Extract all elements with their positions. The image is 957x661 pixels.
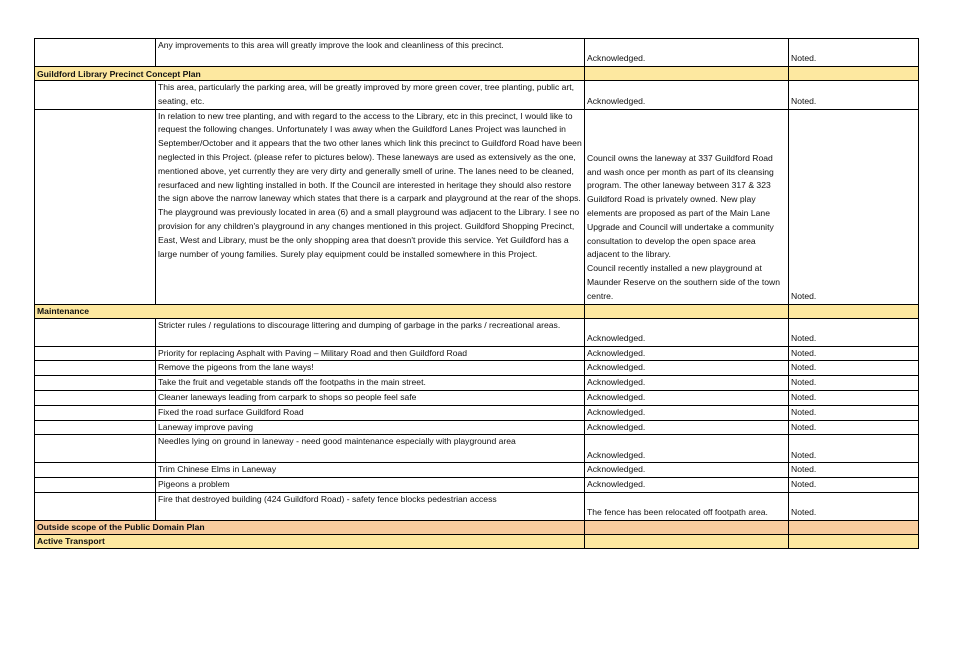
- section-title: Outside scope of the Public Domain Plan: [35, 520, 585, 534]
- comment-cell: Cleaner laneways leading from carpark to shops so people feel safe: [156, 390, 585, 405]
- table-row: [35, 361, 919, 376]
- comment-cell: In relation to new tree planting, and with regard to the access to the Library, etc in this precinct, I would like to request the following changes. Unfortunately I was away when the Guildford Lanes Project was launched in September/October and it appears that the two other lanes which link this precinct to Guildford Road have been neglected in this Project. (please refer to pictures below). These laneways are used as extensively as the one, mentioned above, yet currently they are very dirty and generally smell of urine. The lanes need to be cleaned, resurfaced and new lighting installed in both. If the Council are interested in heritage they should also restore the sign above the narrow laneway which states that there is a carpark and playground at the rear of the shops. The playground was previously located in area (6) and a small playground was adjacent to the Library. I see no provision for any children's playground in any changes mentioned in this project. Guildford Shopping Precinct, East, West and Library, must be the only shopping area that doesn't provide this service. Yet Guildford has a large number of young families. Surely play equipment could be installed somewhere in this Project.: [156, 109, 585, 304]
- status-cell: Noted.: [789, 376, 919, 391]
- response-cell: Acknowledged.: [585, 376, 789, 391]
- comment-cell: Fire that destroyed building (424 Guildford Road) - safety fence blocks pedestrian access: [156, 492, 585, 520]
- section-title: Guildford Library Precinct Concept Plan: [35, 67, 585, 81]
- comment-cell: Remove the pigeons from the lane ways!: [156, 361, 585, 376]
- status-cell: Noted.: [789, 39, 919, 67]
- blank-cell: [35, 463, 156, 478]
- blank-cell: [35, 361, 156, 376]
- consultation-response-table: [34, 38, 919, 549]
- blank-cell: [35, 109, 156, 304]
- table-row: [35, 478, 919, 493]
- table-row: [35, 39, 919, 67]
- section-response-cell: [585, 304, 789, 318]
- blank-cell: [35, 346, 156, 361]
- blank-cell: [35, 435, 156, 463]
- table-row: [35, 463, 919, 478]
- section-status-cell: [789, 304, 919, 318]
- section-header-row: [35, 304, 919, 318]
- status-cell: Noted.: [789, 478, 919, 493]
- comment-cell: Trim Chinese Elms in Laneway: [156, 463, 585, 478]
- blank-cell: [35, 39, 156, 67]
- response-cell: Acknowledged.: [585, 39, 789, 67]
- status-cell: Noted.: [789, 463, 919, 478]
- response-cell: Acknowledged.: [585, 390, 789, 405]
- status-cell: Noted.: [789, 420, 919, 435]
- section-status-cell: [789, 534, 919, 548]
- table-row: [35, 318, 919, 346]
- response-cell: Acknowledged.: [585, 346, 789, 361]
- response-cell: Acknowledged.: [585, 318, 789, 346]
- response-cell: Acknowledged.: [585, 420, 789, 435]
- comment-cell: Needles lying on ground in laneway - need good maintenance especially with playground area: [156, 435, 585, 463]
- status-cell: Noted.: [789, 492, 919, 520]
- blank-cell: [35, 478, 156, 493]
- comment-cell: Stricter rules / regulations to discourage littering and dumping of garbage in the parks / recreational areas.: [156, 318, 585, 346]
- table-row: [35, 435, 919, 463]
- response-cell: Acknowledged.: [585, 361, 789, 376]
- table-row: [35, 420, 919, 435]
- blank-cell: [35, 405, 156, 420]
- blank-cell: [35, 81, 156, 110]
- section-header-row: [35, 534, 919, 548]
- table-row: [35, 390, 919, 405]
- response-cell: Acknowledged.: [585, 435, 789, 463]
- table-row: [35, 376, 919, 391]
- comment-cell: Laneway improve paving: [156, 420, 585, 435]
- section-header-row: [35, 67, 919, 81]
- section-title: Active Transport: [35, 534, 585, 548]
- comment-cell: Any improvements to this area will greatly improve the look and cleanliness of this precinct.: [156, 39, 585, 67]
- response-cell: Acknowledged.: [585, 405, 789, 420]
- status-cell: Noted.: [789, 81, 919, 110]
- table-row: [35, 492, 919, 520]
- section-response-cell: [585, 67, 789, 81]
- comment-cell: Fixed the road surface Guildford Road: [156, 405, 585, 420]
- response-cell: Acknowledged.: [585, 81, 789, 110]
- table-row: [35, 109, 919, 304]
- status-cell: Noted.: [789, 435, 919, 463]
- section-header-row: [35, 520, 919, 534]
- comment-cell: This area, particularly the parking area, will be greatly improved by more green cover, tree planting, public art, seating, etc.: [156, 81, 585, 110]
- section-response-cell: [585, 534, 789, 548]
- status-cell: Noted.: [789, 390, 919, 405]
- status-cell: Noted.: [789, 405, 919, 420]
- section-status-cell: [789, 520, 919, 534]
- response-cell: Acknowledged.: [585, 478, 789, 493]
- blank-cell: [35, 492, 156, 520]
- blank-cell: [35, 318, 156, 346]
- section-status-cell: [789, 67, 919, 81]
- comment-cell: Priority for replacing Asphalt with Paving – Military Road and then Guildford Road: [156, 346, 585, 361]
- comment-cell: Take the fruit and vegetable stands off the footpaths in the main street.: [156, 376, 585, 391]
- table-row: [35, 346, 919, 361]
- response-cell: Acknowledged.: [585, 463, 789, 478]
- comment-cell: Pigeons a problem: [156, 478, 585, 493]
- section-response-cell: [585, 520, 789, 534]
- status-cell: Noted.: [789, 361, 919, 376]
- response-cell: Council owns the laneway at 337 Guildford Road and wash once per month as part of its cleansing program. The other laneway between 317 & 323 Guildford Road is privately owned. New play elements are proposed as part of the Main Lane Upgrade and Council will undertake a community consultation to develop the open space area adjacent to the library. Council recently installed a new playground at Maunder Reserve on the southern side of the town centre.: [585, 109, 789, 304]
- section-title: Maintenance: [35, 304, 585, 318]
- blank-cell: [35, 376, 156, 391]
- blank-cell: [35, 420, 156, 435]
- table-row: [35, 405, 919, 420]
- blank-cell: [35, 390, 156, 405]
- status-cell: Noted.: [789, 109, 919, 304]
- status-cell: Noted.: [789, 346, 919, 361]
- table-row: [35, 81, 919, 110]
- status-cell: Noted.: [789, 318, 919, 346]
- response-cell: The fence has been relocated off footpath area.: [585, 492, 789, 520]
